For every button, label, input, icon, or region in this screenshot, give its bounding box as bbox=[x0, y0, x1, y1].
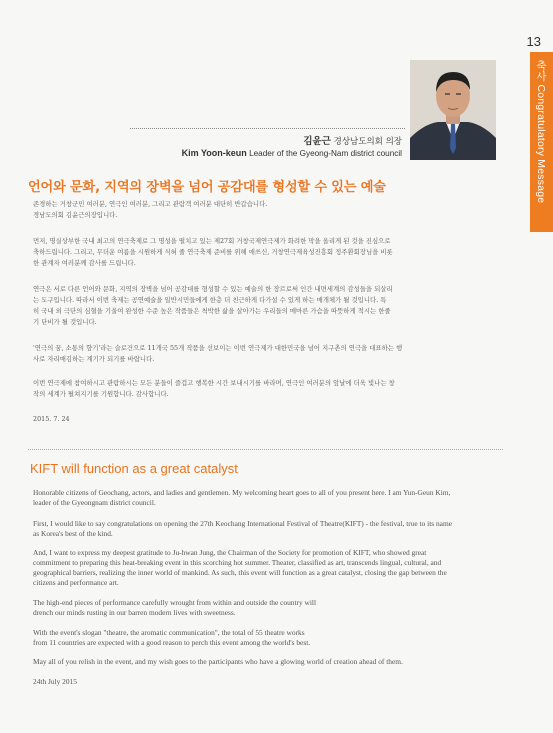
section-divider bbox=[28, 449, 503, 450]
english-paragraph bbox=[33, 548, 503, 588]
korean-line: 사로 자리매김하는 계기가 되기를 바랍니다. bbox=[33, 355, 155, 363]
korean-paragraph bbox=[33, 236, 503, 269]
korean-line: '연극의 꿈, 소통의 향기'라는 슬로건으로 11개국 55개 작품을 선보이는 이번 연극제가 대한민국을 넘어 지구촌의 연극을 대표하는 행 bbox=[33, 344, 403, 352]
korean-line: 2015. 7. 24 bbox=[33, 415, 70, 423]
speaker-portrait bbox=[410, 60, 496, 160]
korean-line: 축하드립니다. 그리고, 무더운 여름을 시원하게 식혀 줄 연극축제 준비를 위해 애쓰신, 거창연극제육성진흥회 정주환회장님을 비롯 bbox=[33, 248, 393, 256]
korean-line: 먼저, 명실상부한 국내 최고의 연극축제로 그 명성을 떨치고 있는 제27회 거창국제연극제가 화려한 막을 올리게 된 것을 진심으로 bbox=[33, 237, 391, 245]
english-paragraph bbox=[33, 598, 503, 618]
english-line: And, I want to express my deepest gratitude to Ju-hwan Jung, the Chairman of the Society for promotion of KIFT, who showed great bbox=[33, 548, 427, 557]
korean-paragraph bbox=[33, 378, 503, 400]
signature-title-en: Leader of the Gyeong-Nam district council bbox=[249, 149, 402, 158]
english-line: drench our minds rusting in our barren modern lives with sweetness. bbox=[33, 608, 236, 617]
korean-line: 연극은 서로 다른 언어와 문화, 지역의 장벽을 넘어 공감대를 형성할 수 있는 예술의 한 장르로써 인간 내면세계의 감성들을 되살리 bbox=[33, 285, 393, 293]
korean-line: 작의 세계가 펼쳐지기를 기원합니다. 감사합니다. bbox=[33, 390, 169, 398]
english-line: 24th July 2015 bbox=[33, 677, 77, 686]
page-number: 13 bbox=[526, 34, 541, 49]
english-line: citizens and performance art. bbox=[33, 578, 119, 587]
signature-name-en: Kim Yoon-keun bbox=[181, 148, 247, 158]
speaker-portrait-image bbox=[410, 60, 496, 160]
signature-english bbox=[182, 148, 402, 158]
english-line: leader of the Gyeongnam district council. bbox=[33, 498, 156, 507]
korean-line: 기 단비가 될 것입니다. bbox=[33, 318, 97, 326]
signature-name-ko: 김윤근 bbox=[303, 136, 331, 147]
korean-line: 존경하는 거창군민 여러분, 연극인 여러분, 그리고 관람객 여러분 대단히 반갑습니다. bbox=[33, 200, 268, 208]
english-paragraph bbox=[33, 519, 503, 539]
section-tab-label: 축사 Congratulatory Message bbox=[535, 60, 547, 204]
english-paragraph bbox=[33, 488, 503, 508]
signature-title-ko: 경상남도의회 의장 bbox=[333, 137, 402, 147]
english-line: commitment to preparing this heat-breaking event in this scorching hot summer. Theater, classified as art, transcends lingual, cultural, and bbox=[33, 558, 442, 567]
english-paragraph bbox=[33, 657, 503, 667]
section-tab bbox=[530, 52, 553, 232]
korean-date bbox=[33, 414, 503, 425]
signature-korean bbox=[303, 133, 402, 147]
korean-paragraph bbox=[33, 343, 503, 365]
english-line: The high-end pieces of performance carefully wrought from within and outside the country will bbox=[33, 598, 317, 607]
english-line: Honorable citizens of Geochang, actors, and ladies and gentlemen. My welcoming heart goes to all of you present here. I am Yun-Geun Kim, bbox=[33, 488, 451, 497]
english-line: geographical barriers, realizing the inner world of mankind. As such, this event will function as a great catalyst, closing the gap between the bbox=[33, 568, 447, 577]
english-line: May all of you relish in the event, and my wish goes to the participants who have a glowing world of creation ahead of them. bbox=[33, 657, 403, 666]
english-paragraph bbox=[33, 628, 503, 648]
english-line: First, I would like to say congratulations on opening the 27th Keochang International Festival of Theatre(KIFT) - the festival, true to its name bbox=[33, 519, 452, 528]
signature-rule bbox=[130, 128, 405, 129]
english-date bbox=[33, 677, 503, 687]
english-heading: KIFT will function as a great catalyst bbox=[30, 461, 238, 476]
korean-line: 이번 연극제에 참여하시고 관람하시는 모든 분들이 즐겁고 행복한 시간 보내시기를 바라며, 연극인 여러분의 앞날에 더욱 빛나는 창 bbox=[33, 379, 395, 387]
korean-paragraph bbox=[33, 284, 503, 328]
english-line: from 11 countries are expected with a good reason to perch this event among the world's best. bbox=[33, 638, 311, 647]
korean-line: 한 관계자 여러분께 감사를 드립니다. bbox=[33, 259, 136, 267]
english-line: as Korea's best of the kind. bbox=[33, 529, 113, 538]
korean-line: 는 도구입니다. 따라서 이번 축제는 공연예술을 일반시민들에게 한층 더 친근하게 다가설 수 있게 하는 매개체가 될 것입니다. 특 bbox=[33, 296, 387, 304]
korean-line: 히 국내 외 극단의 심혈을 기울여 완성한 수준 높은 작품들은 척박한 삶을 살아가는 우리들의 메마른 가슴을 따뜻하게 적시는 한줄 bbox=[33, 307, 391, 315]
korean-line: 경남도의회 김윤근의장입니다. bbox=[33, 211, 118, 219]
korean-heading: 언어와 문화, 지역의 장벽을 넘어 공감대를 형성할 수 있는 예술 bbox=[28, 180, 386, 195]
english-line: With the event's slogan "theatre, the aromatic communication", the total of 55 theatre works bbox=[33, 628, 305, 637]
korean-paragraph bbox=[33, 199, 503, 221]
